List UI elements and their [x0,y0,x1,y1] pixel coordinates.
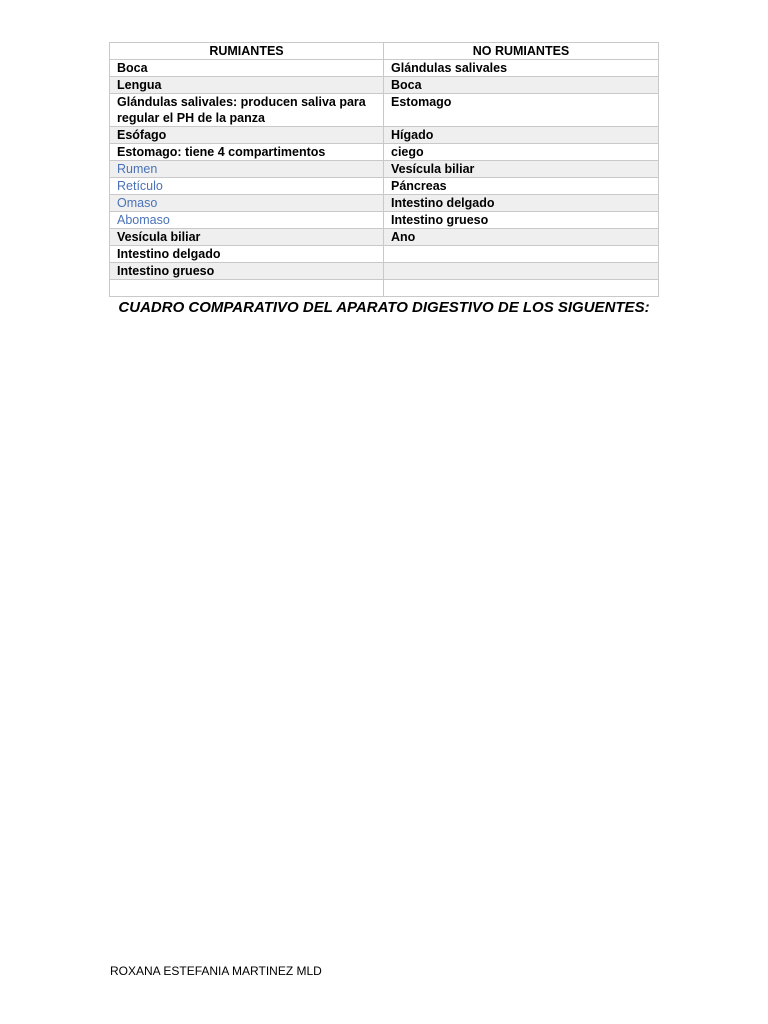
cell-no-rumiantes [384,246,659,263]
table-row [110,263,659,280]
author-footer: ROXANA ESTEFANIA MARTINEZ MLD [110,964,322,978]
cell-rumiantes: Intestino grueso [110,263,384,280]
cell-no-rumiantes: Hígado [384,127,659,144]
table-row [110,229,659,246]
table-row [110,178,659,195]
cell-no-rumiantes: Ano [384,229,659,246]
cell-rumiantes: Glándulas salivales: producen saliva para regular el PH de la panza [110,94,384,127]
cell-rumiantes: Omaso [110,195,384,212]
cell-no-rumiantes: Estomago [384,94,659,127]
cell-rumiantes: Lengua [110,77,384,94]
header-rumiantes: RUMIANTES [110,43,384,60]
cell-no-rumiantes [384,280,659,297]
cell-no-rumiantes: Intestino grueso [384,212,659,229]
cell-rumiantes: Retículo [110,178,384,195]
cell-rumiantes: Rumen [110,161,384,178]
cell-rumiantes: Esófago [110,127,384,144]
table-body [110,60,659,297]
cell-rumiantes: Estomago: tiene 4 compartimentos [110,144,384,161]
table-row [110,77,659,94]
cell-no-rumiantes: Boca [384,77,659,94]
table-row [110,144,659,161]
table-row [110,60,659,77]
cell-no-rumiantes: Vesícula biliar [384,161,659,178]
cell-no-rumiantes: Intestino delgado [384,195,659,212]
table-caption: CUADRO COMPARATIVO DEL APARATO DIGESTIVO DE LOS SIGUENTES: [118,299,650,316]
table-row [110,212,659,229]
table-row [110,246,659,263]
cell-rumiantes: Intestino delgado [110,246,384,263]
cell-rumiantes [110,280,384,297]
cell-rumiantes: Abomaso [110,212,384,229]
comparison-table [109,42,659,297]
cell-no-rumiantes: Glándulas salivales [384,60,659,77]
table-row [110,127,659,144]
table-row [110,161,659,178]
header-no-rumiantes: NO RUMIANTES [384,43,659,60]
cell-no-rumiantes: Páncreas [384,178,659,195]
table-row [110,94,659,127]
table-header-row [110,43,659,60]
cell-rumiantes: Vesícula biliar [110,229,384,246]
cell-rumiantes: Boca [110,60,384,77]
table-row [110,280,659,297]
cell-no-rumiantes [384,263,659,280]
table-row [110,195,659,212]
cell-no-rumiantes: ciego [384,144,659,161]
